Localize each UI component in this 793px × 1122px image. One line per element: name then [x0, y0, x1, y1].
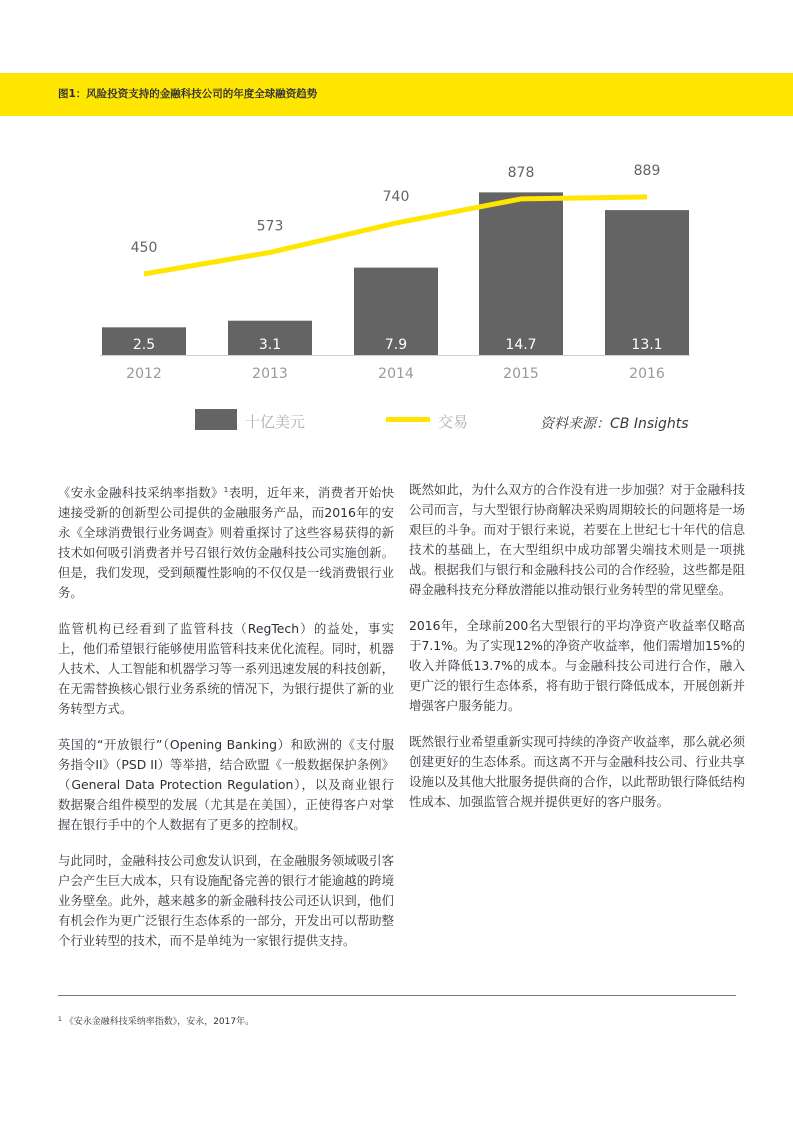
- legend-bar-swatch: [195, 409, 237, 430]
- paragraph-text: 2016年，全球前200名大型银行的平均净资产收益率仅略高于7.1%。为了实现12%的净资产收益率，他们需增加15%的收入并降低13.7%的成本。与金融科技公司进行合作，融入更广泛的银行生态体系，将有助于银行降低成本，开展创新并增强客户服务能力。: [409, 618, 745, 713]
- x-tick-label: 2013: [252, 366, 288, 382]
- figure-title-banner: [0, 73, 793, 116]
- line-value-label: 889: [633, 163, 661, 179]
- left-paragraph: [58, 851, 394, 951]
- bar-value-label: 13.1: [631, 337, 663, 353]
- paragraph-text: 英国的“开放银行”（Opening Banking）和欧洲的《支付服务指令II》（PSD II）等举措，结合欧盟《一般数据保护条例》（General Data Protection Regulation），以及商业银行数据聚合组件模型的发展（尤其是在美国），正使得客户对掌握在银行手中的个人数据有了更多的控制权。: [58, 737, 394, 832]
- line-value-label: 573: [256, 218, 284, 235]
- chart-legend: [0, 409, 793, 439]
- left-paragraph: [58, 735, 394, 835]
- bar-2015: [479, 192, 563, 355]
- paragraph-text: 监管机构已经看到了监管科技（RegTech）的益处，事实上，他们希望银行能够使用监管科技来优化流程。同时，机器人技术、人工智能和机器学习等一系列迅速发展的科技创新，在无需替换核心银行业务系统的情况下，为银行提供了新的业务转型方式。: [58, 621, 394, 716]
- source-note: 资料来源：CB Insights: [540, 416, 689, 432]
- right-paragraph: [409, 480, 745, 600]
- deals-line: [144, 197, 647, 274]
- x-tick-label: 2014: [378, 366, 414, 382]
- right-paragraph: [409, 732, 745, 812]
- figure-title: 图1：风险投资支持的金融科技公司的年度全球融资趋势: [58, 88, 318, 100]
- x-tick-label: 2015: [503, 366, 539, 382]
- legend-line-swatch: [386, 417, 430, 422]
- left-paragraph: [58, 480, 394, 603]
- paragraph-text: 《安永金融科技采纳率指数》: [58, 485, 224, 500]
- paragraph-text: 与此同时，金融科技公司愈发认识到，在金融服务领域吸引客户会产生巨大成本，只有设施配备完善的银行才能逾越的跨境业务壁垒。此外，越来越多的新金融科技公司还认识到，他们有机会作为更广泛银行生态体系的一部分，开发出可以帮助整个行业转型的技术，而不是单纯为一家银行提供支持。: [58, 853, 394, 948]
- line-value-label: 450: [130, 240, 158, 256]
- bar-value-label: 7.9: [384, 337, 408, 353]
- bar-value-label: 3.1: [258, 337, 282, 353]
- bar-value-label: 14.7: [505, 337, 537, 353]
- funding-chart: [0, 150, 793, 395]
- x-tick-label: 2012: [126, 366, 162, 382]
- line-value-label: 878: [507, 164, 535, 181]
- body-column-left: [58, 480, 394, 967]
- bar-value-label: 2.5: [132, 337, 156, 353]
- legend-bar-label: 十亿美元: [245, 413, 306, 431]
- paragraph-text: 既然银行业希望重新实现可持续的净资产收益率，那么就必须创建更好的生态体系。而这离不开与金融科技公司、行业共享设施以及其他大批服务提供商的合作，以此帮助银行降低结构性成本、加强监管合规并提供更好的客户服务。: [409, 734, 745, 809]
- footnote: [58, 1014, 254, 1027]
- paragraph-text: 既然如此，为什么双方的合作没有进一步加强？对于金融科技公司而言，与大型银行协商解决采购周期较长的问题将是一场艰巨的斗争。而对于银行来说，若要在上世纪七十年代的信息技术的基础上，在大型组织中成功部署尖端技术则是一项挑战。根据我们与银行和金融科技公司的合作经验，这些都是阻碍金融科技充分释放潜能以推动银行业务转型的常见壁垒。: [409, 482, 745, 597]
- left-paragraph: [58, 619, 394, 719]
- footnote-text: 《安永金融科技采纳率指数》，安永，2017年。: [64, 1017, 255, 1027]
- x-tick-label: 2016: [629, 366, 665, 382]
- legend-line-label: 交易: [438, 413, 469, 431]
- body-column-right: [409, 480, 745, 828]
- right-paragraph: [409, 616, 745, 716]
- bar-2016: [605, 210, 689, 355]
- line-value-label: 740: [382, 189, 410, 206]
- footnote-ref: 1: [223, 486, 229, 494]
- footnote-divider: [58, 995, 736, 996]
- footnote-marker: 1: [58, 1016, 62, 1023]
- paragraph-text-continued: 表明，近年来，消费者开始快速接受新的创新型公司提供的金融服务产品，而2016年的安永《全球消费银行业务调查》则着重探讨了这些容易获得的新技术如何吸引消费者并号召银行效仿金融科技公司实施创新。但是，我们发现，受到颠覆性影响的不仅仅是一线消费银行业务。: [58, 485, 394, 600]
